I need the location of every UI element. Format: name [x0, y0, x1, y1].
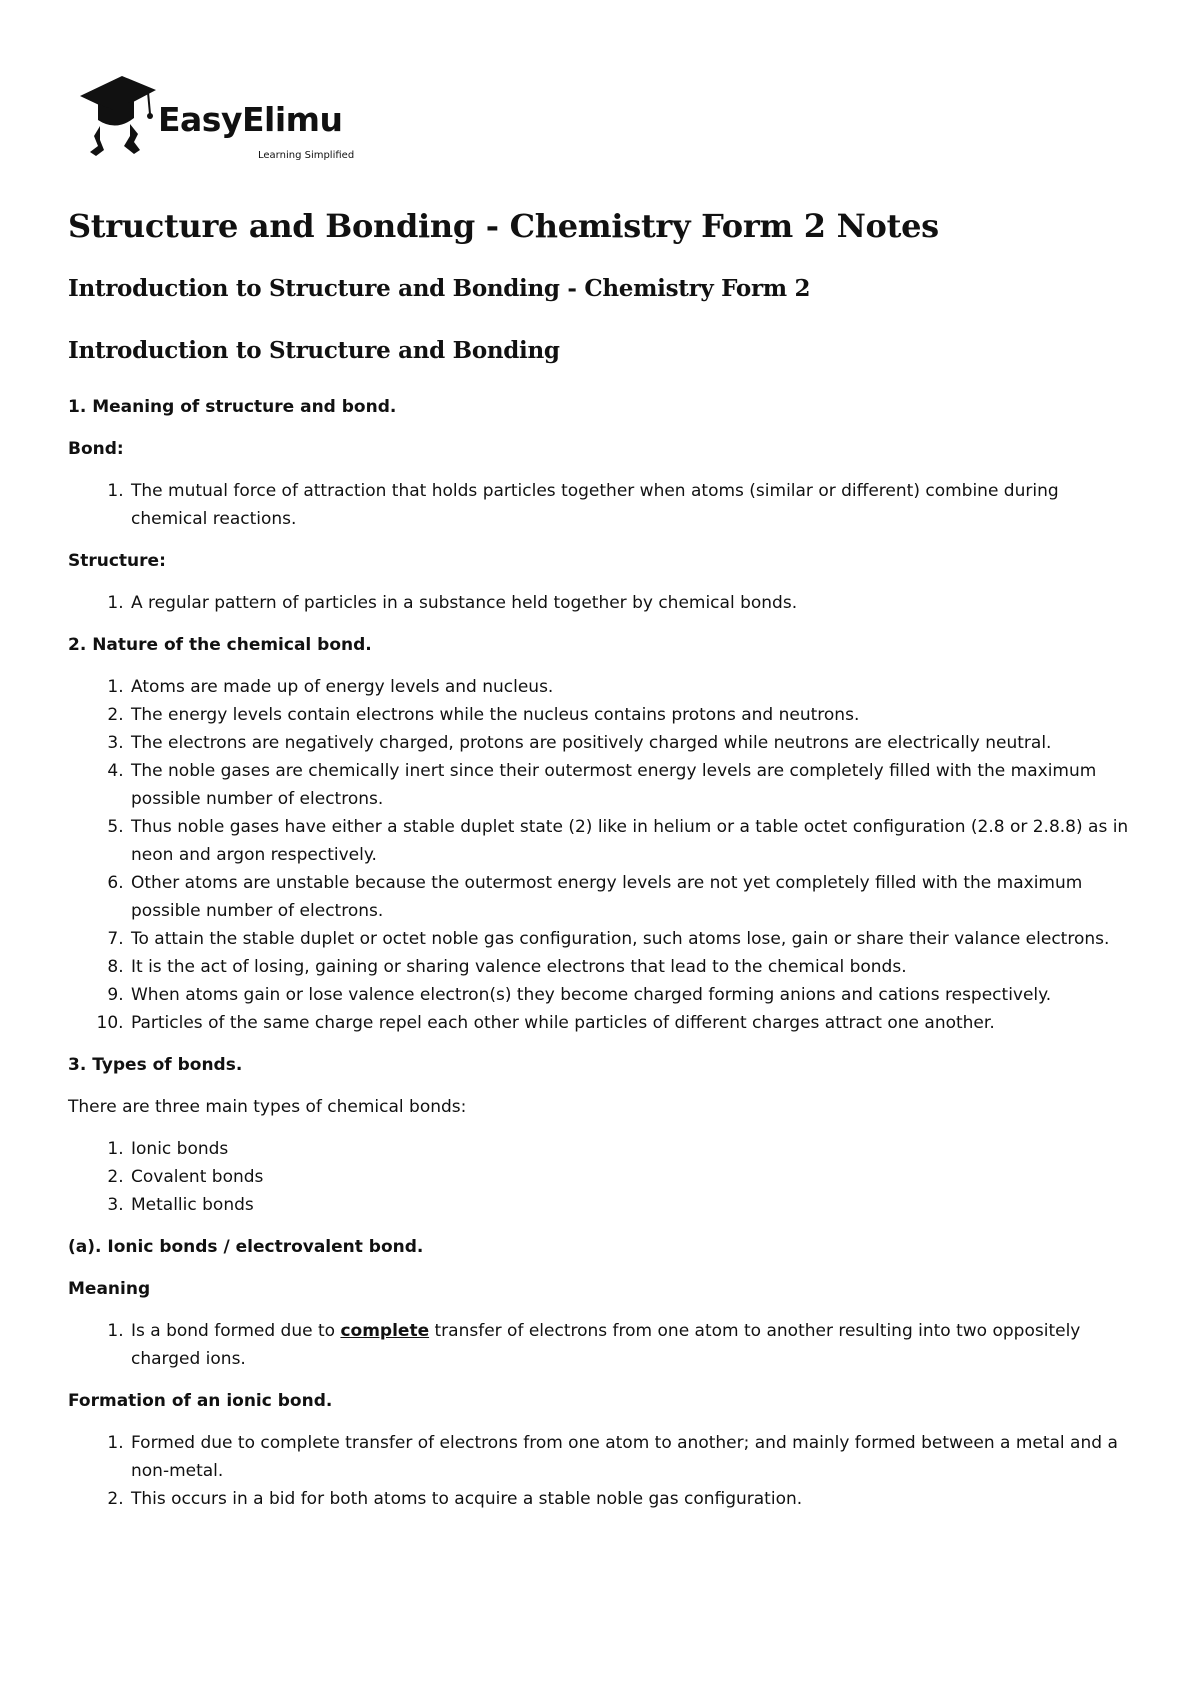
meaning-emphasis: complete [340, 1321, 430, 1341]
list-item: 4. The noble gases are chemically inert since their outermost energy levels are completely filled with the maximum possible number of electrons. [129, 757, 1138, 813]
meaning-list [68, 1317, 1138, 1373]
structure-label: Structure: [68, 551, 166, 571]
bond-list [68, 477, 1138, 533]
list-item: 7. To attain the stable duplet or octet noble gas configuration, such atoms lose, gain or share their valance electrons. [129, 925, 1138, 953]
list-item: 5. Thus noble gases have either a stable duplet state (2) like in helium or a table octet configuration (2.8 or 2.8.8) as in neon and argon respectively. [129, 813, 1138, 869]
formation-list [68, 1429, 1138, 1513]
meaning-text-pre: Is a bond formed due to [131, 1321, 341, 1341]
list-item: 2. This occurs in a bid for both atoms to acquire a stable noble gas configuration. [129, 1485, 1138, 1513]
easyelimu-logo [78, 76, 398, 168]
bond-label: Bond: [68, 439, 124, 459]
s2-heading: 2. Nature of the chemical bond. [68, 635, 372, 655]
list-item: 3. The electrons are negatively charged, protons are positively charged while neutrons are electrically neutral. [129, 729, 1138, 757]
s3-heading: 3. Types of bonds. [68, 1055, 243, 1075]
list-item: 3. Metallic bonds [129, 1191, 1138, 1219]
section-heading: Introduction to Structure and Bonding [68, 337, 560, 364]
formation-label: Formation of an ionic bond. [68, 1391, 333, 1411]
page-title: Structure and Bonding - Chemistry Form 2 Notes [68, 207, 939, 245]
structure-list [68, 589, 1138, 617]
document-body [68, 205, 1138, 1527]
list-item: 9. When atoms gain or lose valence electron(s) they become charged forming anions and cations respectively. [129, 981, 1138, 1009]
graduation-cap-icon [78, 76, 162, 168]
list-item: 1. Ionic bonds [129, 1135, 1138, 1163]
list-item [129, 1317, 1138, 1373]
s1-heading: 1. Meaning of structure and bond. [68, 397, 397, 417]
list-item: 1. A regular pattern of particles in a substance held together by chemical bonds. [129, 589, 1138, 617]
ionic-heading: (a). Ionic bonds / electrovalent bond. [68, 1237, 424, 1257]
meaning-label: Meaning [68, 1279, 151, 1299]
logo-wordmark: EasyElimu [158, 100, 343, 139]
nature-list [68, 673, 1138, 1037]
list-item: 10. Particles of the same charge repel each other while particles of different charges attract one another. [129, 1009, 1138, 1037]
list-item: 1. Atoms are made up of energy levels and nucleus. [129, 673, 1138, 701]
list-item: 1. The mutual force of attraction that holds particles together when atoms (similar or different) combine during chemical reactions. [129, 477, 1138, 533]
list-item: 6. Other atoms are unstable because the outermost energy levels are not yet completely filled with the maximum possible number of electrons. [129, 869, 1138, 925]
s3-intro: There are three main types of chemical bonds: [68, 1097, 467, 1117]
meaning-text-post: transfer of electrons from one atom to another resulting into two oppositely charged ions. [131, 1321, 1081, 1369]
list-item: 2. Covalent bonds [129, 1163, 1138, 1191]
list-item: 8. It is the act of losing, gaining or sharing valence electrons that lead to the chemical bonds. [129, 953, 1138, 981]
list-item: 1. Formed due to complete transfer of electrons from one atom to another; and mainly formed between a metal and a non-metal. [129, 1429, 1138, 1485]
bond-types-list [68, 1135, 1138, 1219]
page-subtitle: Introduction to Structure and Bonding - Chemistry Form 2 [68, 275, 811, 302]
list-item: 2. The energy levels contain electrons while the nucleus contains protons and neutrons. [129, 701, 1138, 729]
logo-tagline: Learning Simplified [258, 150, 355, 161]
